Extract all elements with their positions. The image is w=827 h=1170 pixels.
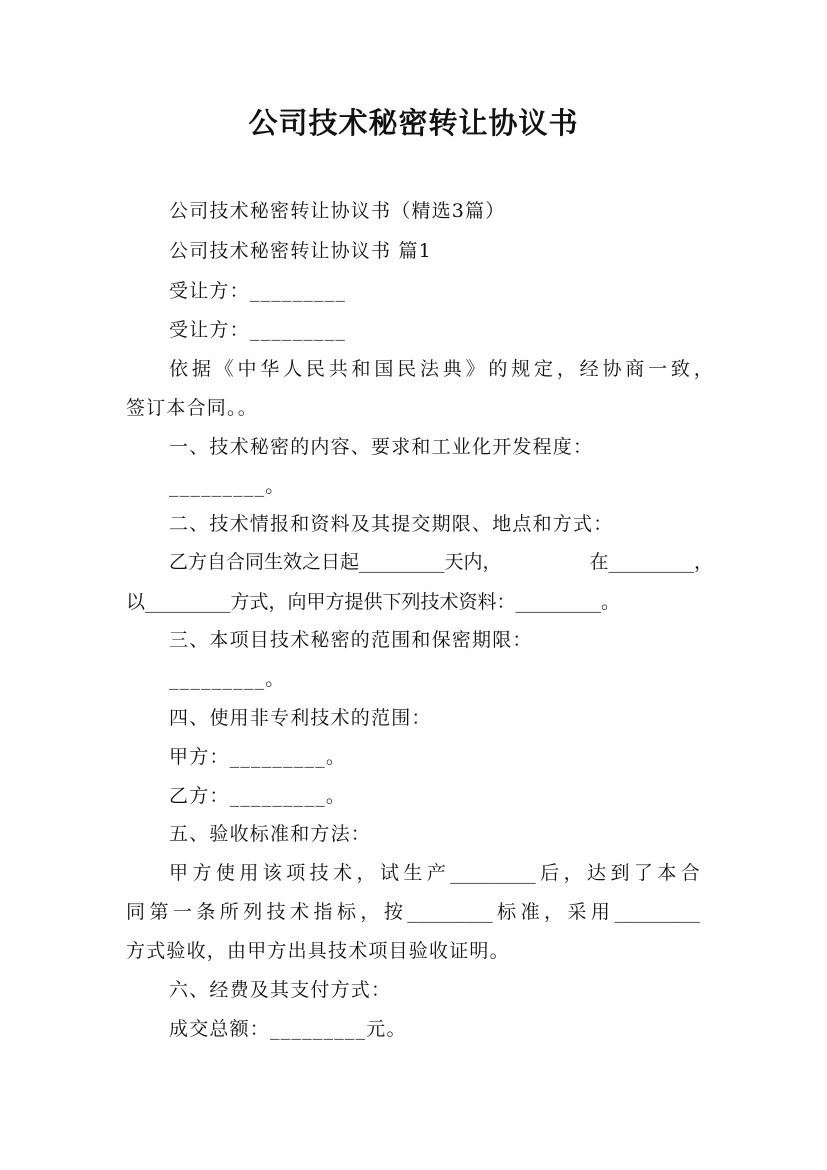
section-3-heading: 三、本项目技术秘密的范围和保密期限： [169, 629, 533, 651]
text-segment: 达 [587, 862, 607, 884]
basis-paragraph-line-1 [169, 355, 713, 383]
text-segment: 所 [219, 901, 239, 923]
text-segment: _________ [407, 901, 493, 923]
section-2-heading: 二、技术情报和资料及其提交期限、地点和方式： [169, 513, 614, 535]
text-segment: _________ [614, 901, 700, 923]
text-segment: 本 [657, 862, 677, 884]
text-segment: 标 [497, 901, 517, 923]
text-segment: 在_________， [589, 551, 713, 573]
text-segment: 按 [383, 901, 403, 923]
section-1-blank: _________。 [169, 475, 286, 497]
text-segment: 和 [351, 358, 371, 380]
text-segment: 准 [520, 901, 540, 923]
text-segment: 》 [465, 358, 485, 380]
text-segment: 中 [237, 358, 257, 380]
text-segment: ， [360, 901, 380, 923]
text-segment: 法 [419, 358, 439, 380]
text-segment: 试 [379, 862, 399, 884]
text-segment: 技 [266, 901, 286, 923]
text-segment: 采 [567, 901, 587, 923]
text-segment: 了 [633, 862, 653, 884]
basis-paragraph-line-2: 签订本合同。。 [126, 397, 258, 419]
text-segment: ， [356, 862, 376, 884]
assignee-line-2: 受让方：_________ [169, 319, 347, 341]
text-segment: 定 [534, 358, 554, 380]
text-segment: 技 [309, 862, 329, 884]
text-segment: 据 [191, 358, 211, 380]
text-segment: 标 [336, 901, 356, 923]
text-segment: 民 [397, 358, 417, 380]
text-segment: ， [563, 862, 583, 884]
text-segment: 华 [260, 358, 280, 380]
section-3-blank: _________。 [169, 668, 286, 690]
text-segment: 列 [243, 901, 263, 923]
text-segment: 用 [239, 862, 259, 884]
text-segment: ， [544, 901, 564, 923]
text-segment: 致 [670, 358, 690, 380]
section-2-body-line-2 [126, 588, 713, 616]
text-segment: 术 [290, 901, 310, 923]
text-segment: 使 [215, 862, 235, 884]
text-segment: 生 [403, 862, 423, 884]
text-segment: 以_________方式，向甲方提供下列技术资料：_________。 [126, 591, 621, 613]
text-segment: 人 [283, 358, 303, 380]
text-segment: 经 [579, 358, 599, 380]
text-segment: 一 [172, 901, 192, 923]
text-segment: 乙方自合同生效之日起_________天内， [169, 551, 502, 573]
text-segment: 规 [511, 358, 531, 380]
section-2-body-line-1 [169, 548, 713, 576]
text-segment: 指 [313, 901, 333, 923]
text-segment: 国 [374, 358, 394, 380]
text-segment: 术 [333, 862, 353, 884]
text-segment: 同 [126, 901, 146, 923]
text-segment: 《 [214, 358, 234, 380]
text-segment: 协 [602, 358, 622, 380]
subtitle-line: 公司技术秘密转让协议书（精选3篇） [169, 200, 506, 222]
text-segment: 产 [426, 862, 446, 884]
text-segment: 条 [196, 901, 216, 923]
text-segment: 依 [169, 358, 189, 380]
section-5-body-line-1 [169, 859, 700, 887]
part-heading: 公司技术秘密转让协议书 篇1 [169, 240, 432, 262]
section-5-heading: 五、验收标准和方法： [169, 823, 372, 845]
text-segment: ， [556, 358, 576, 380]
text-segment: 的 [488, 358, 508, 380]
text-segment: 一 [648, 358, 668, 380]
text-segment: 共 [328, 358, 348, 380]
section-5-body-line-3: 方式验收，由甲方出具技术项目验收证明。 [126, 940, 510, 962]
assignee-line-1: 受让方：_________ [169, 280, 347, 302]
text-segment: 商 [625, 358, 645, 380]
text-segment: 项 [286, 862, 306, 884]
text-segment: 第 [149, 901, 169, 923]
document-title: 公司技术秘密转让协议书 [248, 106, 579, 140]
text-segment: 到 [610, 862, 630, 884]
section-4-party-b: 乙方：_________。 [169, 785, 347, 807]
section-6-amount: 成交总额：_________元。 [169, 1018, 407, 1040]
text-segment: 民 [305, 358, 325, 380]
section-1-heading: 一、技术秘密的内容、要求和工业化开发程度： [169, 436, 594, 458]
section-6-heading: 六、经费及其支付方式： [169, 979, 392, 1001]
section-4-heading: 四、使用非专利技术的范围： [169, 707, 432, 729]
text-segment: 典 [442, 358, 462, 380]
section-5-body-line-2 [126, 898, 700, 926]
text-segment: 该 [262, 862, 282, 884]
text-segment: _________ [450, 862, 536, 884]
text-segment: 甲 [169, 862, 189, 884]
text-segment: ， [693, 358, 713, 380]
text-segment: 合 [680, 862, 700, 884]
section-4-party-a: 甲方：_________。 [169, 746, 347, 768]
text-segment: 用 [590, 901, 610, 923]
text-segment: 后 [540, 862, 560, 884]
text-segment: 方 [192, 862, 212, 884]
